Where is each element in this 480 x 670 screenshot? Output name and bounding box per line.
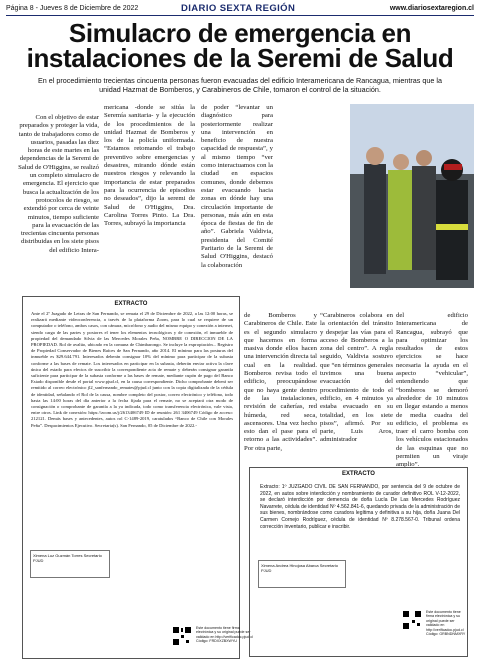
page-date: Página 8 - Jueves 8 de Diciembre de 2022 xyxy=(6,5,139,12)
article-column-7: del edificio Interamericana de Rancagua, subrayó que para optimizar los resultados de estos ejercicios se hace necesaria la ayuda en el aspecto “vehicular”, entendiendo que “bomberos se demoró alrededor de 10 minutos en llegar estando a menos de media cuadra del edificio, el problema es traer el carro bomba con los vehículos estacionados de las esquinas que no permiten un viraje amplio”. xyxy=(396,312,468,469)
article-column-3: de poder “levantar un diagnóstico para posteriormente realizar una intervención en beneficio de nuestra capacidad de respuesta”, y al mismo tiempo “ver como interactuamos con la ciudad en espacios comunes, donde debemos estar evacuando hacia zonas en dónde hay una circulación importante de personas, más aún en esta época de fiestas de fin de año”. Gabriela Valdivia, presidenta del Comité Paritario de la Seremi de Salud O'Higgins, destacó la colaboración xyxy=(201,104,273,269)
legal-notice-1-footer: Este documento tiene firma electrónica y su original puede ser validado en http://verificadoc.pjud.cl Código: FRDXXZBXWYU xyxy=(196,626,253,644)
legal-notice-1 xyxy=(22,296,240,659)
lead-paragraph: En el procedimiento trecientas cincuenta personas fueron evacuadas del edificio Interamericana de Rancagua, mientras que la unidad Hazmat de Bomberos, y Carabineros de Chile, tomaron el control de la situación. xyxy=(38,76,442,94)
article-column-1: Con el objetivo de estar preparados y proteger la vida, tanto de trabajadores como de usuarios, pasadas las diez horas de este martes en las dependencias de la Seremi de Salud de O'Higgins, se realizó un completo simulacro de emergencia. El ejercicio que busca la actualización de los protocolos de riesgo, se extendió por cerca de veinte minutos, tiempo suficiente para la evacuación de las trecientas cincuenta personas distribuidas en los siete pisos del edificio Intera- xyxy=(18,114,99,254)
legal-notice-2-footer: Este documento tiene firma electrónica y su original puede ser validado en http://verificadoc.pjud.cl Código: GRBNDNMXRY xyxy=(426,610,466,637)
qr-code-2-icon xyxy=(402,610,422,630)
qr-code-1-icon xyxy=(172,626,192,646)
signature-box-1: Ximena Luz Guzmán Torres Secretario PJUD xyxy=(30,550,110,578)
newspaper-url[interactable]: www.diariosextaregion.cl xyxy=(389,5,474,12)
legal-notice-2-title: EXTRACTO xyxy=(342,471,375,477)
legal-notice-1-body: Ante el 2º Juzgado de Letras de San Fernando, se remata el 29 de Diciembre de 2022, a las 12:00 horas, se realizará mediante videoconferencia, a través de la plataforma Zoom, para lo cual se requiere de un computador o teléfono, ambos casos, con cámara, micrófono y audio del mismo equipo y conexión a internet, siendo carga de las partes y postores el tener los elementos tecnológicos y de conexión, el inmueble de propiedad del demandado Silvia de las Mercedes Morales Peña, NOMBRE O DIRECCION DE LA PROPIEDAD. Rol de avalúo, ubicado en la comuna de Chimbarongo. Se incluye la expropiación... Registro de Propiedad Conservador de Bienes Raíces de San Fernando, año 2014. El mínimo para las posturas del inmueble es $29.644.791. Interesados deberán consignar 10% del mínimo para participar de la subasta conforme a las bases de remate. Los interesados en participar en la subasta, deberán enviar activa la clave única del estado para efectos de suscribir la correspondiente acta de remate y deberán consignar garantía suficiente para participar de la subasta conforme a las bases de remate, mediante cupón de pago del Banco Estado disponible desde el portal www.pjud.cl, en la causa correspondiente. Dicho comprobante deberá ser remitido al correo electrónico jl2_sanfernando_remates@pjud.cl junto con la copia digitalizada de la cédula de identidad, señalando el Rol de la causa, nombre completo del postor, correo electrónico y teléfono, todo hasta las 14:00 horas del día anterior a la fecha fijada para el remate, no se aceptará otra modo de consignación o comprobante de garantía a la ya indicada, todo como transferencia electrónica, vale vista, entre otros. Link de conexión: https://zoom.us/j/2613406749 ID de reunión: 261 3406749 Código de acceso: 212121. Demás bases y antecedentes, autos rol C-1489-2019, caratulados “Banco de Chile con Morales Peña”. Despacimientos Ejecutivo. Secretaria(s). San Fernando, 05 de Diciembre de 2022.- xyxy=(31,311,233,428)
signature-box-2: Ximena Andrea Hinojosa Abarca Secretario PJUD xyxy=(258,560,346,588)
page-header xyxy=(6,4,474,16)
legal-notice-2-body: Extracto: 1º JUZGADO CIVIL DE SAN FERNANDO, por sentencia del 9 de octubre de 2022, en autos sobre interdicción y nombramiento de curador definitivo ROL V-12-2022, se declaró interdicción por demencia de doña Lucía De Las Mercedes Rodríguez Navarrete, cédula de identidad Nº 4.562.841-6, quedando privada de la administración de sus bienes, nombrándose como curadora legítima y definitiva a su hija, doña Juana Del Carmen Cornejo Rodríguez, cédula de identidad Nº 8.278.567-0. Tribunal ordena corrección inventario, publicar e inscribir. xyxy=(260,484,460,530)
legal-notice-1-title: EXTRACTO xyxy=(114,301,148,307)
article-column-2: mericana -donde se sitúa la Seremía sanitaria- y la ejecución de los procedimientos de la unidad Hazmat de Bomberos y los de la policía uniformada. “Estamos retomando el trabajo preventivo sobre emergencias y desastres, mirando dónde están nuestros riesgos y relevando la importancia de estar preparados para la ocurrencia de episodios no deseados”, dijo la seremi de Salud de O'Higgins, Dra. Carolina Torres Pinto. La Dra. Torres, subrayó la importancia xyxy=(104,104,195,228)
article-column-5: de Bomberos y Carabineros de Chile. Este es el segundo simulacro que hacemos en forma masiva donde ellos hacen una intervención directa tal cual en la realidad. Bomberos revisa todo el edificio, preocupándose que no haya gente dentro de las instalaciones, revisión de cañerías, red húmeda, red seca, ascensores. Una vez hecho esto dan el pase para el retorno a las actividades”. Por otra parte, xyxy=(244,312,317,452)
article-column-6: “Carabineros colabora en la orientación del tránsito y despejar las vías para el acceso de Bomberos a la zona del centro”. A regla seguido, Valdivia sostuvo que “en términos generales tuvimos una buena evacuación del procedimiento de todo el edificio, en 4 minutos ya estaba evacuado en su totalidad, en los siete pisos”, afirmó. Por su parte, Luis Aros, administrador xyxy=(320,312,393,444)
headline: Simulacro de emergencia en instalaciones de la Seremi de Salud xyxy=(26,18,454,73)
newspaper-brand: DIARIO SEXTA REGIÓN xyxy=(181,3,296,14)
firefighters-photo xyxy=(350,104,474,288)
